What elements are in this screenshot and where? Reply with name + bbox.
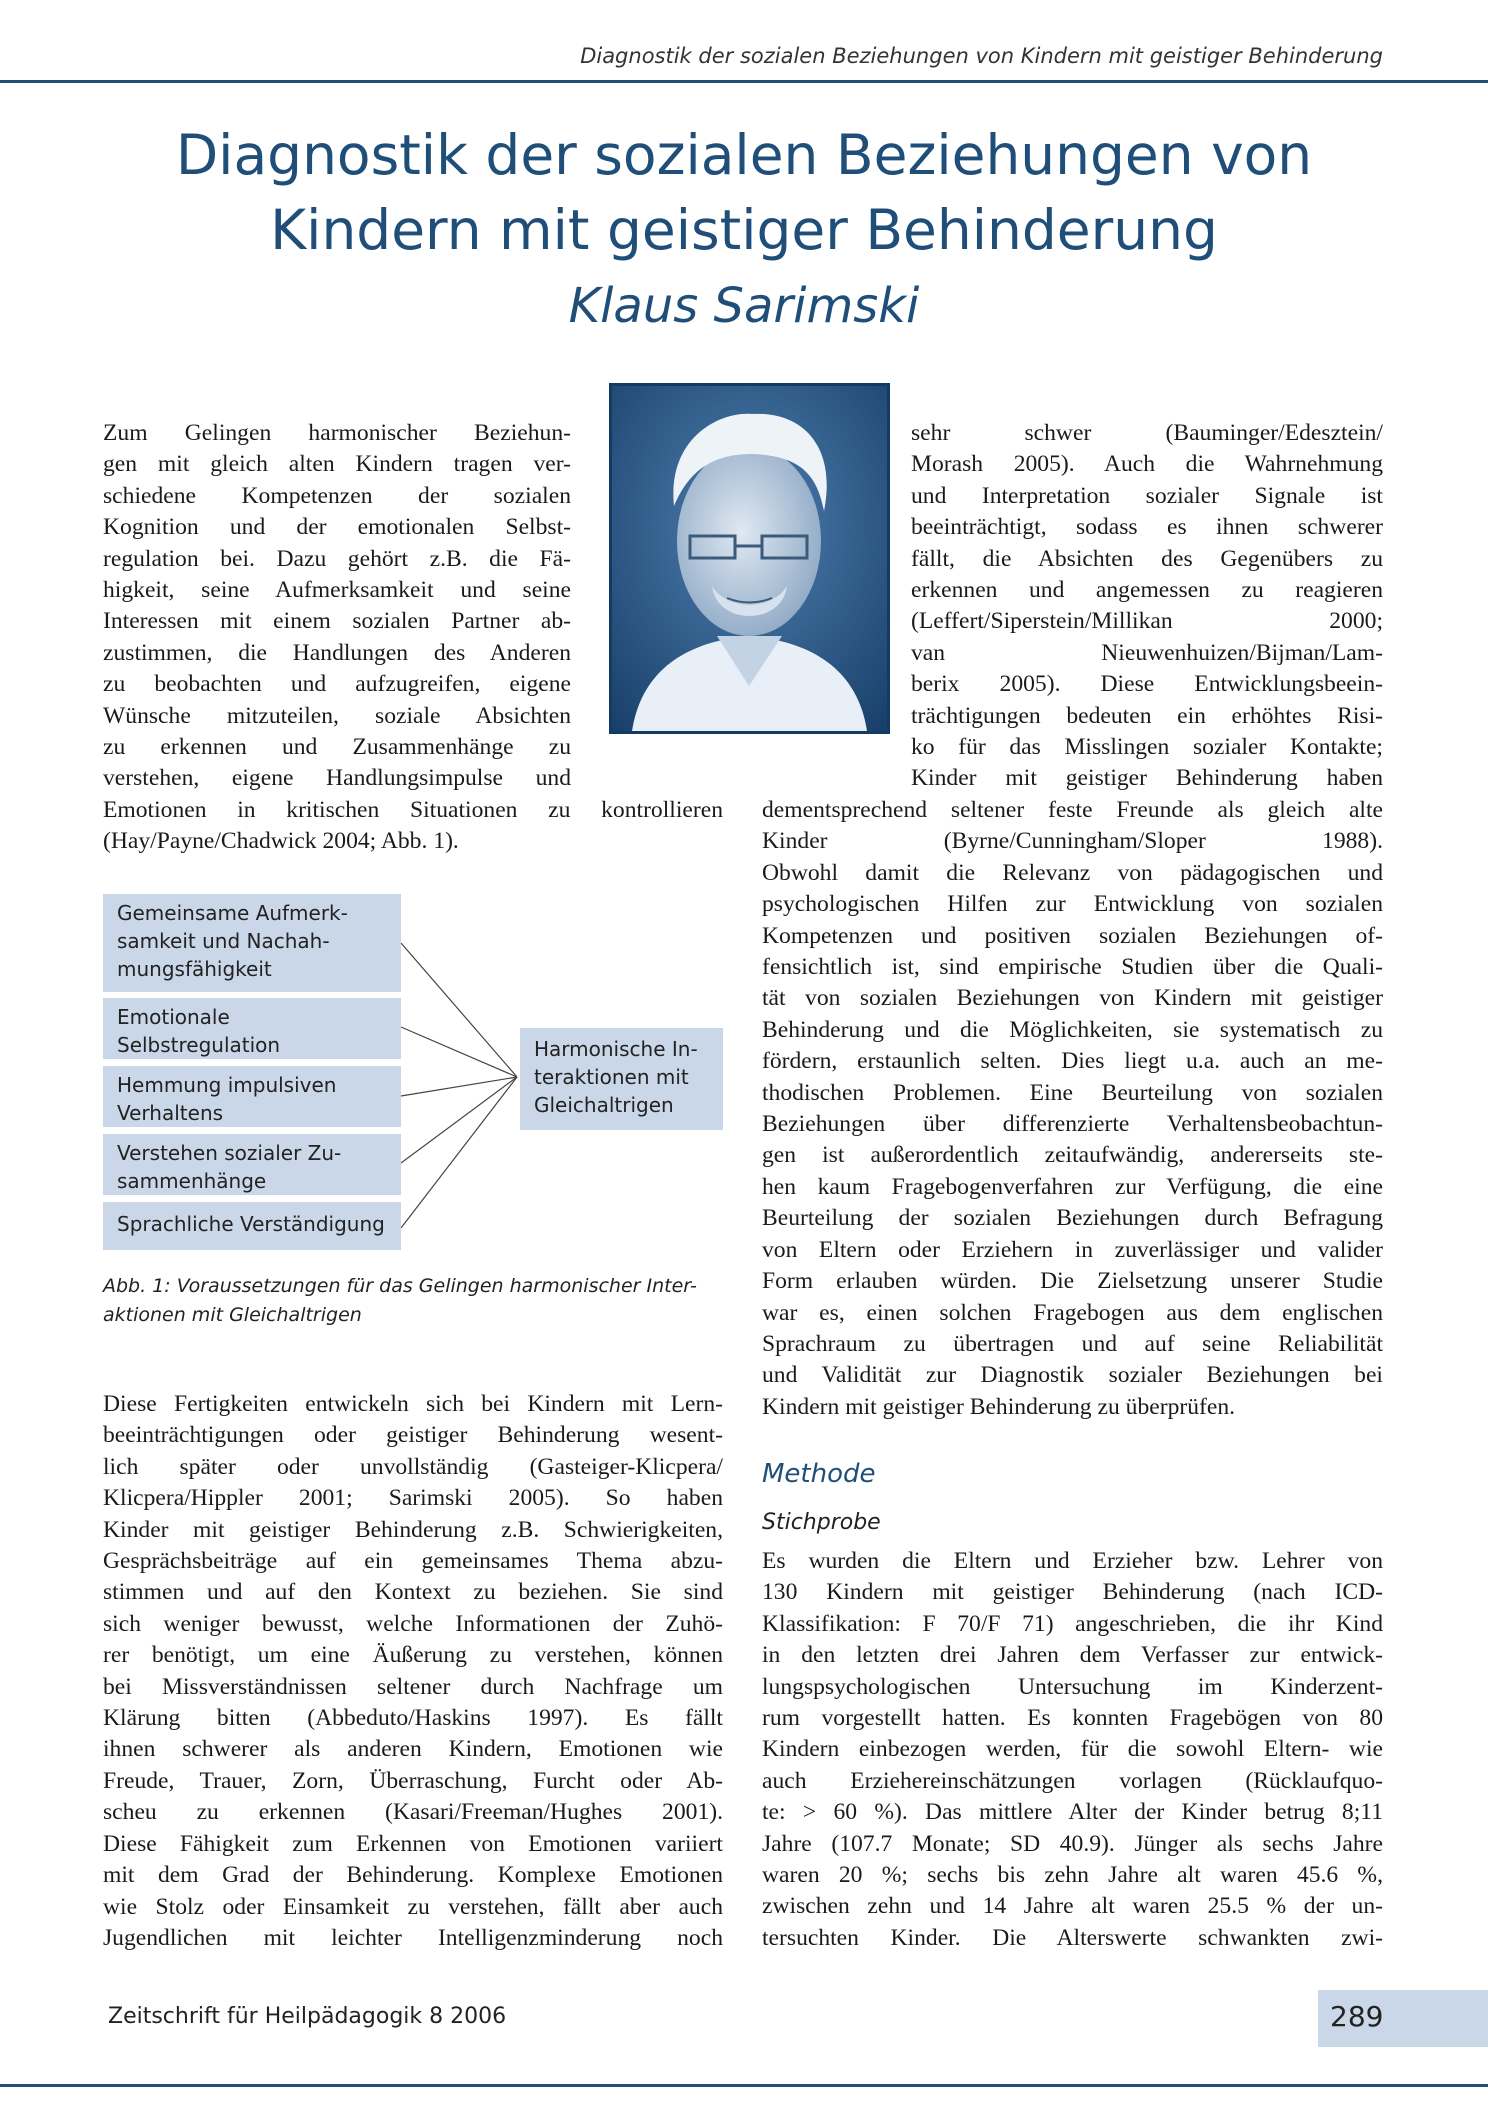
text-line: Zum Gelingen harmonischer Beziehun-: [103, 420, 571, 446]
text-line: Klärung bitten (Abbeduto/Haskins 1997). Es fällt: [103, 1705, 723, 1732]
diagram-box-social-understanding: [103, 1134, 401, 1195]
subsection-heading: Stichprobe: [762, 1510, 881, 1535]
text-line: fensichtlich ist, sind empirische Studien über die Quali-: [762, 954, 1383, 981]
text-line: van Nieuwenhuizen/Bijman/Lam-: [911, 639, 1383, 666]
text-line: mit dem Grad der Behinderung. Komplexe Emotionen: [103, 1862, 723, 1889]
page-number: 289: [1318, 1990, 1488, 2047]
text-line: von Eltern oder Erziehern in zuverlässiger und valider: [762, 1236, 1383, 1263]
text-line: Interessen mit einem sozialen Partner ab-: [103, 608, 571, 635]
text-line: lungspsychologischen Untersuchung im Kinderzent-: [762, 1673, 1383, 1700]
box-line: mungsfähigkeit: [117, 957, 272, 981]
text-line: Kinder mit geistiger Behinderung haben: [911, 765, 1383, 792]
text-line: ihnen schwerer als anderen Kindern, Emotionen wie: [103, 1736, 723, 1763]
text-line: te: > 60 %). Das mittlere Alter der Kinder betrug 8;11: [762, 1799, 1383, 1826]
running-head: Diagnostik der sozialen Beziehungen von Kindern mit geistiger Behinderung: [580, 44, 1383, 68]
text-line: war es, einen solchen Fragebogen aus dem englischen: [762, 1299, 1383, 1326]
text-line: Klassifikation: F 70/F 71) angeschrieben, die ihr Kind: [762, 1610, 1383, 1637]
text-line: Behinderung und die Möglichkeiten, sie systematisch zu: [762, 1016, 1383, 1043]
text-line: Jahre (107.7 Monate; SD 40.9). Jünger als sechs Jahre: [762, 1830, 1383, 1857]
text-line: und Validität zur Diagnostik sozialer Beziehungen bei: [762, 1362, 1383, 1389]
text-line: stimmen und auf den Kontext zu beziehen. Sie sind: [103, 1579, 723, 1606]
text-line: bei Missverständnissen seltener durch Nachfrage um: [103, 1673, 723, 1700]
portrait-image: [612, 386, 887, 731]
box-line: Harmonische In-: [534, 1037, 698, 1061]
text-line: rer benötigt, um eine Äußerung zu verstehen, können: [103, 1642, 723, 1669]
text-line: Form erlauben würden. Die Zielsetzung unserer Studie: [762, 1268, 1383, 1295]
text-line: Gesprächsbeiträge auf ein gemeinsames Thema abzu-: [103, 1548, 723, 1575]
text-line: higkeit, seine Aufmerksamkeit und seine: [103, 577, 571, 604]
text-line: Beurteilung der sozialen Beziehungen durch Befragung: [762, 1205, 1383, 1232]
text-line: trächtigungen bedeuten ein erhöhtes Risi-: [911, 702, 1383, 729]
text-line: Kognition und der emotionalen Selbst-: [103, 514, 571, 541]
text-line: zustimmen, die Handlungen des Anderen: [103, 639, 571, 666]
author-photo: [609, 383, 890, 734]
box-line: Selbstregulation: [117, 1033, 281, 1057]
text-line: Jugendlichen mit leichter Intelligenzminderung noch: [103, 1924, 723, 1951]
author-name: Klaus Sarimski: [568, 278, 920, 334]
text-line: Obwohl damit die Relevanz von pädagogischen und: [762, 859, 1383, 886]
text-line: lich später oder unvollständig (Gasteiger-Klicpera/: [103, 1453, 723, 1480]
diagram-box-language: [103, 1202, 401, 1250]
methods-body: [762, 1546, 1383, 1954]
text-line: ko für das Misslingen sozialer Kontakte;: [911, 734, 1383, 761]
text-line: schiedene Kompetenzen der sozialen: [103, 482, 571, 509]
text-line: und Interpretation sozialer Signale ist: [911, 482, 1383, 509]
text-line: Diese Fähigkeit zum Erkennen von Emotionen variiert: [103, 1830, 723, 1857]
text-line: regulation bei. Dazu gehört z.B. die Fä-: [103, 545, 571, 572]
header-rule: [0, 80, 1488, 83]
box-line: Emotionale: [117, 1005, 230, 1029]
text-line: Morash 2005). Auch die Wahrnehmung: [911, 451, 1383, 478]
section-heading: Methode: [762, 1459, 876, 1489]
text-line: Kompetenzen und positiven sozialen Beziehungen of-: [762, 922, 1383, 949]
text-line: verstehen, eigene Handlungsimpulse und: [103, 765, 571, 792]
text-line: zwischen zehn und 14 Jahre alt waren 25.5 % der un-: [762, 1893, 1383, 1920]
text-line: sich weniger bewusst, welche Informationen der Zuhö-: [103, 1610, 723, 1637]
text-line: psychologischen Hilfen zur Entwicklung von sozialen: [762, 891, 1383, 918]
box-line: sammenhänge: [117, 1169, 267, 1193]
text-line: tersuchten Kinder. Die Alterswerte schwankten zwi-: [762, 1924, 1383, 1951]
diagram-box-joint-attention: [103, 894, 401, 992]
text-line: dementsprechend seltener feste Freunde als gleich alte: [762, 797, 1383, 823]
diagram-box-harmonious-interaction: [520, 1028, 723, 1130]
caption-line: Abb. 1: Voraussetzungen für das Gelingen harmonischer Inter-: [103, 1275, 697, 1297]
box-line: samkeit und Nachah-: [117, 929, 330, 953]
text-line: erkennen und angemessen zu reagieren: [911, 577, 1383, 604]
box-line: Hemmung impulsiven: [117, 1073, 337, 1097]
text-line: Kinder (Byrne/Cunningham/Sloper 1988).: [762, 828, 1383, 855]
caption-line: aktionen mit Gleichaltrigen: [103, 1304, 362, 1326]
text-line: Wünsche mitzuteilen, soziale Absichten: [103, 702, 571, 729]
article-title-line-1: Diagnostik der sozialen Beziehungen von: [175, 123, 1313, 187]
text-line: in den letzten drei Jahren dem Verfasser zur entwick-: [762, 1642, 1383, 1669]
left-column-body: [103, 1389, 723, 1954]
box-line: teraktionen mit: [534, 1065, 689, 1089]
text-line: Kindern mit geistiger Behinderung zu überprüfen.: [762, 1393, 1236, 1420]
text-line: Sprachraum zu übertragen und auf seine Reliabilität: [762, 1330, 1383, 1357]
text-line: Beziehungen über differenzierte Verhaltensbeobachtun-: [762, 1111, 1383, 1138]
text-line: berix 2005). Diese Entwicklungsbeein-: [911, 671, 1383, 698]
text-line: beeinträchtigungen oder geistiger Behinderung wesent-: [103, 1422, 723, 1449]
text-line: Emotionen in kritischen Situationen zu kontrollieren: [103, 797, 723, 823]
text-line: gen mit gleich alten Kindern tragen ver-: [103, 451, 571, 478]
figure-caption: [103, 1272, 723, 1330]
box-line: Sprachliche Verständigung: [117, 1212, 385, 1236]
text-line: (Leffert/Siperstein/Millikan 2000;: [911, 608, 1383, 635]
box-line: Verhaltens: [117, 1101, 224, 1125]
text-line: Kinder mit geistiger Behinderung z.B. Schwierigkeiten,: [103, 1516, 723, 1543]
text-line: tät von sozialen Beziehungen von Kindern mit geistiger: [762, 985, 1383, 1012]
text-line: auch Erziehereinschätzungen vorlagen (Rücklaufquo-: [762, 1767, 1383, 1794]
text-line: scheu zu erkennen (Kasari/Freeman/Hughes 2001).: [103, 1799, 723, 1826]
text-line: (Hay/Payne/Chadwick 2004; Abb. 1).: [103, 828, 459, 855]
text-line: zu erkennen und Zusammenhänge zu: [103, 734, 571, 761]
footer-rule: [0, 2084, 1488, 2087]
text-line: sehr schwer (Bauminger/Edesztein/: [911, 420, 1383, 446]
text-line: fällt, die Absichten des Gegenübers zu: [911, 545, 1383, 572]
text-line: Es wurden die Eltern und Erzieher bzw. Lehrer von: [762, 1548, 1383, 1574]
text-line: zu beobachten und aufzugreifen, eigene: [103, 671, 571, 698]
box-line: Verstehen sozialer Zu-: [117, 1141, 342, 1165]
text-line: rum vorgestellt hatten. Es konnten Fragebögen von 80: [762, 1705, 1383, 1732]
text-line: beeinträchtigt, sodass es ihnen schwerer: [911, 514, 1383, 541]
text-line: Kindern einbezogen werden, für die sowohl Eltern- wie: [762, 1736, 1383, 1763]
text-line: wie Stolz oder Einsamkeit zu verstehen, fällt aber auch: [103, 1893, 723, 1920]
text-line: Freude, Trauer, Zorn, Überraschung, Furcht oder Ab-: [103, 1767, 723, 1794]
diagram-box-self-regulation: [103, 998, 401, 1059]
intro-left-wide: [103, 795, 723, 858]
text-line: gen ist außerordentlich zeitaufwändig, andererseits ste-: [762, 1142, 1383, 1169]
box-line: Gemeinsame Aufmerk-: [117, 901, 348, 925]
box-line: Gleichaltrigen: [534, 1093, 674, 1117]
text-line: Klicpera/Hippler 2001; Sarimski 2005). So haben: [103, 1485, 723, 1512]
text-line: thodischen Problemen. Eine Beurteilung von sozialen: [762, 1079, 1383, 1106]
text-line: fördern, erstaunlich selten. Dies liegt u.a. auch an me-: [762, 1048, 1383, 1075]
intro-left-narrow: [103, 418, 571, 795]
text-line: hen kaum Fragebogenverfahren zur Verfügung, die eine: [762, 1173, 1383, 1200]
article-title-line-2: Kindern mit geistiger Behinderung: [270, 198, 1218, 262]
text-line: Diese Fertigkeiten entwickeln sich bei Kindern mit Lern-: [103, 1391, 723, 1417]
text-line: 130 Kindern mit geistiger Behinderung (nach ICD-: [762, 1579, 1383, 1606]
intro-right-narrow: [911, 418, 1383, 795]
journal-footer: Zeitschrift für Heilpädagogik 8 2006: [108, 2004, 507, 2029]
right-column-body: [762, 795, 1383, 1423]
text-line: waren 20 %; sechs bis zehn Jahre alt waren 45.6 %,: [762, 1862, 1383, 1889]
diagram-box-impulse-control: [103, 1066, 401, 1127]
